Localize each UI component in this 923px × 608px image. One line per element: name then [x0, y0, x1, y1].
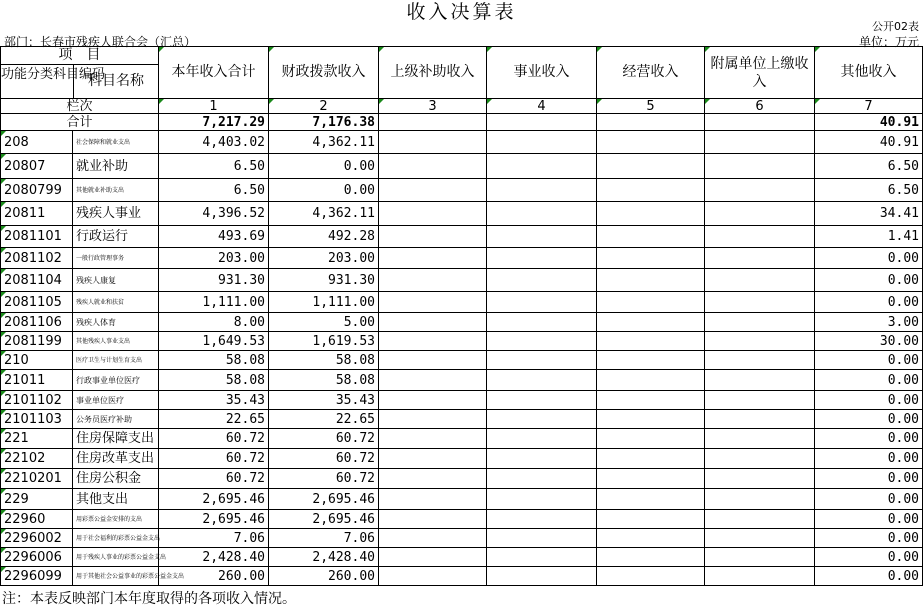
- value-cell: [379, 510, 487, 529]
- value-cell: 4,403.02: [159, 131, 269, 154]
- value-cell: 4,396.52: [159, 202, 269, 226]
- value-cell: 4,362.11: [269, 202, 379, 226]
- value-cell: [597, 489, 705, 510]
- func-code-cell: 2081105: [1, 292, 73, 313]
- value-cell: [705, 179, 815, 202]
- value-cell: 2,695.46: [159, 489, 269, 510]
- value-cell: [379, 292, 487, 313]
- subject-name-cell: 行政运行: [73, 226, 159, 248]
- value-cell: 0.00: [815, 410, 923, 429]
- value-cell: [379, 226, 487, 248]
- value-cell: 492.28: [269, 226, 379, 248]
- value-cell: 203.00: [269, 248, 379, 269]
- func-code-cell: 2296099: [1, 567, 73, 586]
- table-row: [1, 351, 923, 370]
- func-code-cell: 229: [1, 489, 73, 510]
- value-cell: [379, 248, 487, 269]
- value-cell: [705, 391, 815, 410]
- header-row: [1, 47, 923, 99]
- value-cell: [379, 202, 487, 226]
- col-number: 1: [159, 99, 269, 114]
- subject-name-cell: 住房公积金: [73, 469, 159, 489]
- value-cell: 40.91: [815, 131, 923, 154]
- value-cell: 7.06: [269, 529, 379, 548]
- value-cell: 1,649.53: [159, 332, 269, 351]
- value-cell: [597, 202, 705, 226]
- table-row: [1, 449, 923, 469]
- value-cell: 0.00: [815, 370, 923, 391]
- value-cell: 0.00: [815, 429, 923, 449]
- value-cell: [705, 469, 815, 489]
- value-cell: [379, 313, 487, 332]
- subject-name-cell: 公务员医疗补助: [73, 410, 159, 429]
- value-cell: 30.00: [815, 332, 923, 351]
- header-item-cell: [1, 47, 159, 99]
- value-cell: 60.72: [269, 449, 379, 469]
- value-cell: [597, 410, 705, 429]
- col-number: 3: [379, 99, 487, 114]
- value-cell: [705, 313, 815, 332]
- value-cell: [597, 269, 705, 292]
- table-row: [1, 226, 923, 248]
- value-cell: 0.00: [815, 510, 923, 529]
- col-number: 5: [597, 99, 705, 114]
- row-label: 栏次: [1, 99, 159, 114]
- total-value: [379, 114, 487, 131]
- value-cell: [379, 269, 487, 292]
- table-row: [1, 269, 923, 292]
- value-cell: [597, 391, 705, 410]
- value-cell: [487, 226, 597, 248]
- value-cell: [597, 248, 705, 269]
- value-cell: 60.72: [159, 449, 269, 469]
- subject-name-cell: 其他就业补助支出: [73, 179, 159, 202]
- value-cell: 4,362.11: [269, 131, 379, 154]
- table-body: [1, 47, 923, 586]
- subject-name-cell: 用于其他社会公益事业的彩票公益金支出: [73, 567, 159, 586]
- value-cell: 2,428.40: [269, 548, 379, 567]
- header-col-1: 本年收入合计: [159, 47, 269, 99]
- value-cell: [487, 567, 597, 586]
- header-subject-name: 科目名称: [88, 73, 144, 89]
- subject-name-cell: 用彩票公益金安排的支出: [73, 510, 159, 529]
- value-cell: [379, 179, 487, 202]
- value-cell: [597, 529, 705, 548]
- subject-name-cell: 住房改革支出: [73, 449, 159, 469]
- col-number: 2: [269, 99, 379, 114]
- department-label: 部门：长春市残疾人联合会（汇总）: [4, 35, 197, 49]
- value-cell: 0.00: [815, 529, 923, 548]
- value-cell: 0.00: [815, 269, 923, 292]
- value-cell: 0.00: [815, 469, 923, 489]
- header-func-code: 功能分类科目编码: [1, 65, 74, 98]
- header-col-5: 经营收入: [597, 47, 705, 99]
- value-cell: 34.41: [815, 202, 923, 226]
- total-value: [597, 114, 705, 131]
- func-code-cell: 2210201: [1, 469, 73, 489]
- subject-name-cell: 残疾人康复: [73, 269, 159, 292]
- func-code-cell: 2081104: [1, 269, 73, 292]
- value-cell: [379, 370, 487, 391]
- table-row: [1, 179, 923, 202]
- value-cell: 60.72: [269, 429, 379, 449]
- value-cell: [705, 226, 815, 248]
- value-cell: 0.00: [269, 179, 379, 202]
- value-cell: [379, 469, 487, 489]
- value-cell: [705, 202, 815, 226]
- report-title: 收入决算表: [406, 1, 517, 23]
- header-col-6: 附属单位上缴收入: [705, 47, 815, 99]
- value-cell: 1,619.53: [269, 332, 379, 351]
- value-cell: 931.30: [269, 269, 379, 292]
- value-cell: 1.41: [815, 226, 923, 248]
- value-cell: [487, 391, 597, 410]
- value-cell: 0.00: [269, 154, 379, 179]
- value-cell: [705, 449, 815, 469]
- value-cell: 2,695.46: [269, 510, 379, 529]
- header-col-3: 上级补助收入: [379, 47, 487, 99]
- table-row: [1, 131, 923, 154]
- header-col-4: 事业收入: [487, 47, 597, 99]
- func-code-cell: 20811: [1, 202, 73, 226]
- value-cell: [487, 248, 597, 269]
- value-cell: 6.50: [815, 154, 923, 179]
- value-cell: 35.43: [159, 391, 269, 410]
- table-row: [1, 567, 923, 586]
- value-cell: [487, 410, 597, 429]
- value-cell: [705, 269, 815, 292]
- value-cell: [379, 489, 487, 510]
- value-cell: 0.00: [815, 567, 923, 586]
- func-code-cell: 22102: [1, 449, 73, 469]
- table-row: [1, 510, 923, 529]
- value-cell: 0.00: [815, 449, 923, 469]
- subject-name-cell: 残疾人体育: [73, 313, 159, 332]
- table-row: [1, 391, 923, 410]
- table-row: [1, 154, 923, 179]
- header-col-7: 其他收入: [815, 47, 923, 99]
- value-cell: 260.00: [269, 567, 379, 586]
- func-code-cell: 2296002: [1, 529, 73, 548]
- value-cell: [705, 489, 815, 510]
- table-row: [1, 469, 923, 489]
- value-cell: [487, 332, 597, 351]
- value-cell: 2,695.46: [159, 510, 269, 529]
- value-cell: [705, 510, 815, 529]
- subject-name-cell: 其他支出: [73, 489, 159, 510]
- value-cell: [379, 449, 487, 469]
- value-cell: [379, 429, 487, 449]
- value-cell: 60.72: [269, 469, 379, 489]
- value-cell: [487, 313, 597, 332]
- subject-name-cell: 残疾人事业: [73, 202, 159, 226]
- value-cell: 0.00: [815, 292, 923, 313]
- value-cell: [379, 351, 487, 370]
- value-cell: [597, 370, 705, 391]
- value-cell: [597, 179, 705, 202]
- value-cell: [705, 332, 815, 351]
- value-cell: [487, 449, 597, 469]
- value-cell: [597, 154, 705, 179]
- value-cell: [597, 332, 705, 351]
- value-cell: [597, 226, 705, 248]
- func-code-cell: 20807: [1, 154, 73, 179]
- value-cell: [705, 154, 815, 179]
- value-cell: [379, 154, 487, 179]
- func-code-cell: 21011: [1, 370, 73, 391]
- value-cell: [705, 292, 815, 313]
- subject-name-cell: 一般行政管理事务: [73, 248, 159, 269]
- table-code: 公开02表: [872, 20, 919, 33]
- value-cell: 60.72: [159, 429, 269, 449]
- value-cell: [705, 529, 815, 548]
- func-code-cell: 208: [1, 131, 73, 154]
- subject-name-cell: 事业单位医疗: [73, 391, 159, 410]
- value-cell: 60.72: [159, 469, 269, 489]
- header-col-2: 财政拨款收入: [269, 47, 379, 99]
- value-cell: [597, 131, 705, 154]
- value-cell: [379, 548, 487, 567]
- total-value: 7,217.29: [159, 114, 269, 131]
- func-code-cell: 2101102: [1, 391, 73, 410]
- func-code-cell: 2101103: [1, 410, 73, 429]
- func-code-cell: 2081101: [1, 226, 73, 248]
- table-row: [1, 202, 923, 226]
- value-cell: 35.43: [269, 391, 379, 410]
- value-cell: [597, 351, 705, 370]
- table-row: [1, 529, 923, 548]
- value-cell: [487, 292, 597, 313]
- value-cell: [487, 154, 597, 179]
- value-cell: 3.00: [815, 313, 923, 332]
- unit-label: 单位：万元: [858, 35, 919, 49]
- value-cell: [487, 269, 597, 292]
- subject-name-cell: 社会保障和就业支出: [73, 131, 159, 154]
- value-cell: [597, 449, 705, 469]
- value-cell: 1,111.00: [269, 292, 379, 313]
- value-cell: 58.08: [269, 370, 379, 391]
- value-cell: [487, 489, 597, 510]
- value-cell: [705, 131, 815, 154]
- table-row: [1, 429, 923, 449]
- total-label: 合计: [1, 114, 159, 131]
- value-cell: [705, 370, 815, 391]
- value-cell: [705, 429, 815, 449]
- value-cell: [487, 510, 597, 529]
- value-cell: [487, 202, 597, 226]
- col-number-row: [1, 99, 923, 114]
- value-cell: [487, 131, 597, 154]
- value-cell: 203.00: [159, 248, 269, 269]
- value-cell: [597, 567, 705, 586]
- subject-name-cell: 用于社会福利的彩票公益金支出: [73, 529, 159, 548]
- col-number: 4: [487, 99, 597, 114]
- func-code-cell: 210: [1, 351, 73, 370]
- func-code-cell: 2081199: [1, 332, 73, 351]
- value-cell: [487, 529, 597, 548]
- col-number: 6: [705, 99, 815, 114]
- table-row: [1, 548, 923, 567]
- value-cell: [705, 248, 815, 269]
- value-cell: 6.50: [159, 179, 269, 202]
- value-cell: [379, 131, 487, 154]
- table-row: [1, 370, 923, 391]
- value-cell: 58.08: [159, 370, 269, 391]
- value-cell: 6.50: [159, 154, 269, 179]
- subject-name-cell: 其他残疾人事业支出: [73, 332, 159, 351]
- value-cell: [487, 548, 597, 567]
- table-row: [1, 248, 923, 269]
- total-row: [1, 114, 923, 131]
- table-row: [1, 489, 923, 510]
- value-cell: [705, 410, 815, 429]
- value-cell: 6.50: [815, 179, 923, 202]
- total-value: [705, 114, 815, 131]
- value-cell: 58.08: [159, 351, 269, 370]
- col-number: 7: [815, 99, 923, 114]
- total-value: 40.91: [815, 114, 923, 131]
- value-cell: 22.65: [269, 410, 379, 429]
- value-cell: 493.69: [159, 226, 269, 248]
- value-cell: [597, 429, 705, 449]
- table-row: [1, 313, 923, 332]
- value-cell: 0.00: [815, 351, 923, 370]
- value-cell: [597, 313, 705, 332]
- table-row: [1, 292, 923, 313]
- value-cell: [597, 548, 705, 567]
- value-cell: 2,428.40: [159, 548, 269, 567]
- value-cell: 0.00: [815, 489, 923, 510]
- value-cell: 0.00: [815, 391, 923, 410]
- value-cell: [487, 351, 597, 370]
- func-code-cell: 2296006: [1, 548, 73, 567]
- value-cell: 22.65: [159, 410, 269, 429]
- func-code-cell: 2081102: [1, 248, 73, 269]
- value-cell: [597, 469, 705, 489]
- value-cell: 0.00: [815, 248, 923, 269]
- value-cell: [705, 567, 815, 586]
- value-cell: 7.06: [159, 529, 269, 548]
- value-cell: [379, 332, 487, 351]
- subject-name-cell: 就业补助: [73, 154, 159, 179]
- subject-name-cell: 医疗卫生与计划生育支出: [73, 351, 159, 370]
- subject-name-cell: 残疾人就业和扶贫: [73, 292, 159, 313]
- value-cell: 1,111.00: [159, 292, 269, 313]
- value-cell: [379, 410, 487, 429]
- subject-name-cell: 行政事业单位医疗: [73, 370, 159, 391]
- value-cell: 260.00: [159, 567, 269, 586]
- value-cell: [705, 351, 815, 370]
- value-cell: 0.00: [815, 548, 923, 567]
- func-code-cell: 2081106: [1, 313, 73, 332]
- value-cell: [487, 370, 597, 391]
- income-table: [0, 46, 923, 586]
- value-cell: [487, 179, 597, 202]
- value-cell: [379, 391, 487, 410]
- value-cell: [597, 510, 705, 529]
- footnote: 注：本表反映部门本年度取得的各项收入情况。: [2, 591, 296, 607]
- value-cell: [487, 469, 597, 489]
- value-cell: [705, 548, 815, 567]
- func-code-cell: 22960: [1, 510, 73, 529]
- value-cell: 58.08: [269, 351, 379, 370]
- subject-name-cell: 用于残疾人事业的彩票公益金支出: [73, 548, 159, 567]
- value-cell: 8.00: [159, 313, 269, 332]
- value-cell: 931.30: [159, 269, 269, 292]
- value-cell: [379, 529, 487, 548]
- total-value: 7,176.38: [269, 114, 379, 131]
- func-code-cell: 2080799: [1, 179, 73, 202]
- func-code-cell: 221: [1, 429, 73, 449]
- value-cell: [379, 567, 487, 586]
- value-cell: [487, 429, 597, 449]
- value-cell: 5.00: [269, 313, 379, 332]
- table-row: [1, 332, 923, 351]
- total-value: [487, 114, 597, 131]
- table-row: [1, 410, 923, 429]
- header-item: 项 目: [1, 47, 158, 65]
- subject-name-cell: 住房保障支出: [73, 429, 159, 449]
- value-cell: [597, 292, 705, 313]
- value-cell: 2,695.46: [269, 489, 379, 510]
